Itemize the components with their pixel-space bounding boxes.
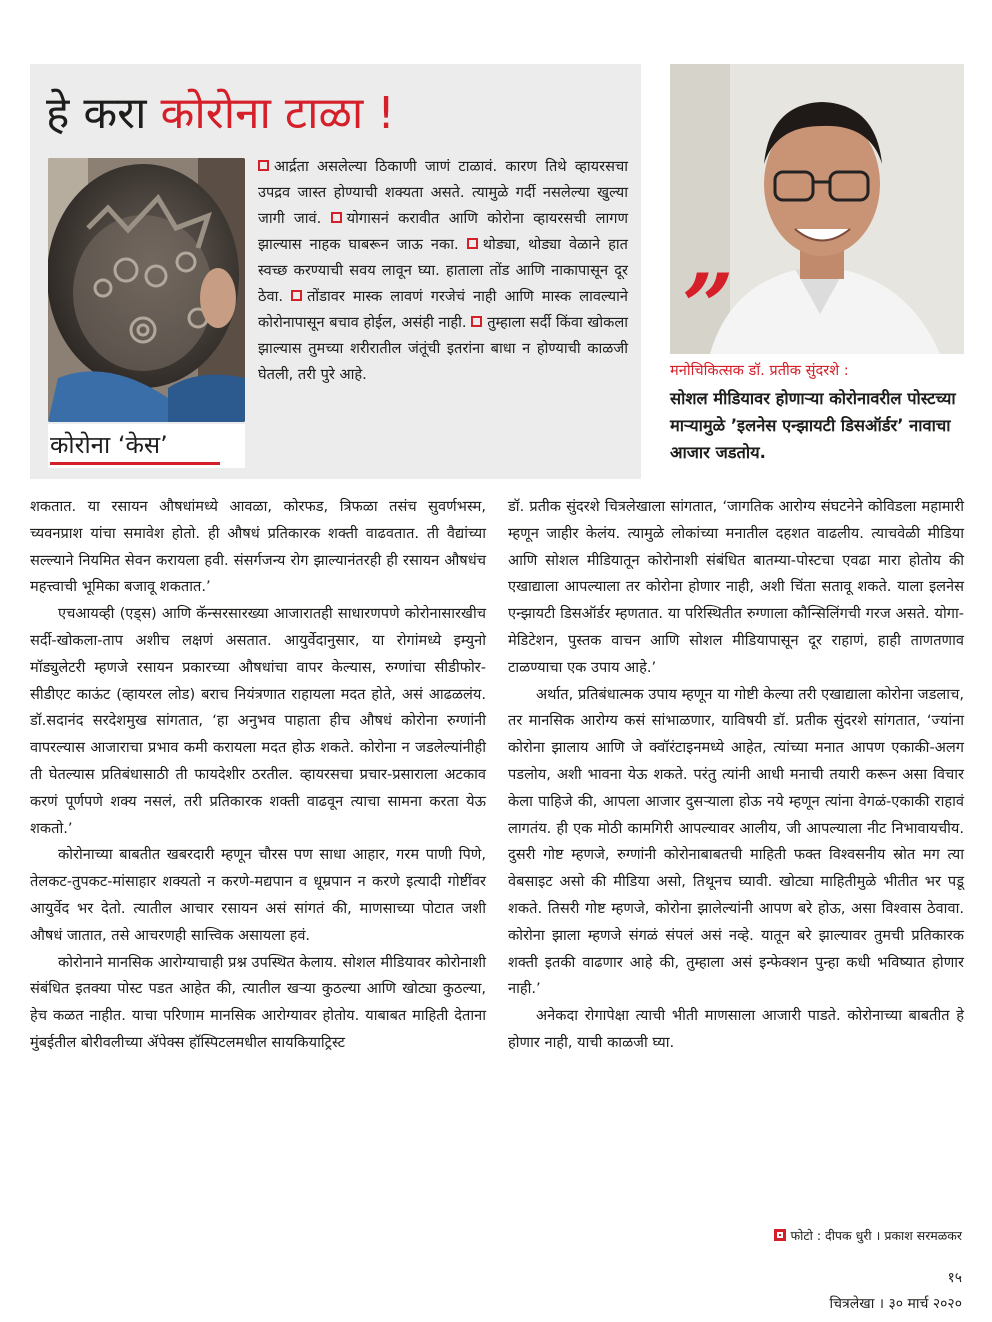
quote-mark-icon: ” (682, 254, 726, 360)
bullet-square-icon (467, 238, 478, 249)
paragraph: अर्थात, प्रतिबंधात्मक उपाय म्हणून या गोष्टी केल्या तरी एखाद्याला कोरोना जडलाच, तर मानसिक आरोग्य कसं सांभाळणार, याविषयी डॉ. प्रतीक सुंदरशे सांगतात, ‘ज्यांना कोरोना झालाय आणि जे क्वॉरंटाइनमध्ये आहेत, त्यांच्या मनात आपण एकाकी-अलग पडलोय, अशी भावना येऊ शकते. परंतु त्यांनी आधी मनाची तयारी करून असा विचार केला पाहिजे की, आपला आजार दुसऱ्याला होऊ नये म्हणून त्यांना वेगळं-एकाकी राहावं लागतंय. ही एक मोठी कामगिरी आपल्यावर आलीय, जी आपल्याला नीट निभावायचीय. दुसरी गोष्ट म्हणजे, रुग्णांनी कोरोनाबाबतची माहिती फक्त विश्वसनीय स्रोत मग त्या वेबसाइट असो की मीडिया असो, तिथूनच घ्यावी. खोट्या माहितीमुळे भीतीत भर पडू शकते. तिसरी गोष्ट म्हणजे, कोरोना झालेल्यांनी आपण बरे होऊ, असा विश्वास ठेवावा. कोरोना झाला म्हणजे संगळं संपलं असं नव्हे. यातून बरे झाल्यावर तुमची प्रतिकारक शक्ती इतकी वाढणार आहे की, तुम्हाला असं इन्फेक्शन पुन्हा कधी भविष्यात होणार नाही.’ (508, 685, 964, 998)
bullet-square-icon (258, 160, 269, 171)
magazine-footer: चित्रलेखा । ३० मार्च २०२० (829, 1296, 962, 1312)
article-left-column (30, 494, 486, 1057)
photo-caption-text: कोरोना ‘केस’ (50, 431, 168, 459)
paragraph: कोरोनाच्या बाबतीत खबरदारी म्हणून चौरस पण साधा आहार, गरम पाणी पिणे, तेलकट-तुपकट-मांसाहार शक्यतो न करणे-मद्यपान व धूम्रपान न करणे इत्यादी गोष्टींवर आयुर्वेद भर देतो. त्यातील आचार रसायन असं सांगतं की, माणसाच्या पोटात जशी औषधं जातात, तसे आचरणही सात्त्विक असायला हवं. (30, 846, 486, 944)
tip-item: आर्द्रता असलेल्या ठिकाणी जाणं टाळावं. कारण तिथे व्हायरसचा उपद्रव जास्त होण्याची शक्यता असते. त्यामुळे गर्दी नसलेल्या खुल्या जागी जावं. (258, 158, 628, 227)
bullet-square-icon (471, 316, 482, 327)
paragraph: शकतात. या रसायन औषधांमध्ये आवळा, कोरफड, त्रिफळा तसंच सुवर्णभस्म, च्यवनप्राश यांचा समावेश होतो. ही औषधं प्रतिकारक शक्ती वाढवतात. ती वैद्यांच्या सल्ल्याने नियमित सेवन करायला हवी. संसर्गजन्य रोग झाल्यानंतरही ही रसायन औषधंच महत्त्वाची भूमिका बजावू शकतात.’ (30, 498, 486, 596)
tips-text (258, 154, 628, 388)
page-number: १५ (947, 1270, 962, 1286)
headline-red: कोरोना टाळा ! (160, 88, 395, 139)
tip-item: थोड्या, थोड्या वेळाने हात स्वच्छ करण्याची सवय लावून घ्या. हाताला तोंड आणि नाकापासून दूर ठेवा. (258, 236, 628, 305)
credit-square-icon (774, 1229, 786, 1241)
bullet-square-icon (291, 290, 302, 301)
photo-caption (48, 424, 245, 468)
paragraph: एचआयव्ही (एड्स) आणि कॅन्सरसारख्या आजारातही साधारणपणे कोरोनासारखीच सर्दी-खोकला-ताप अशीच लक्षणं असतात. आयुर्वेदानुसार, या रोगांमध्ये इम्युनो मॉड्युलेटरी म्हणजे रसायन प्रकारच्या औषधांचा वापर केल्यास, रुग्णांचा सीडीफोर-सीडीएट काऊंट (व्हायरल लोड) बराच नियंत्रणात राहायला मदत होते, असं आढळलंय. डॉ.सदानंद सरदेशमुख सांगतात, ‘हा अनुभव पाहाता हीच औषधं कोरोना रुग्णांनी वापरल्यास आजाराचा प्रभाव कमी करायला मदत होऊ शकते. कोरोना न जडलेल्यांनीही ती घेतल्यास प्रतिबंधासाठी ती फायदेशीर ठरतील. व्हायरसचा प्रचार-प्रसाराला अटकाव करणं पूर्णपणे शक्य नसलं, तरी प्रतिकारक शक्ती वाढवून त्याचा सामना करता येऊ शकतो.’ (30, 605, 486, 837)
tip-item: तोंडावर मास्क लावणं गरजेचं नाही आणि मास्क लावल्याने कोरोनापासून बचाव होईल, असंही नाही. (258, 288, 628, 331)
haircut-photo (48, 158, 245, 422)
tip-item: योगासनं करावीत आणि कोरोना व्हायरसची लागण झाल्यास नाहक घाबरून जाऊ नका. (258, 210, 629, 253)
photo-credit-text: फोटो : दीपक धुरी । प्रकाश सरमळकर (790, 1228, 962, 1243)
paragraph: डॉ. प्रतीक सुंदरशे चित्रलेखाला सांगतात, ‘जागतिक आरोग्य संघटनेने कोविडला महामारी म्हणून जाहीर केलंय. त्यामुळे लोकांच्या मनातील दहशत वाढलीय. त्याचवेळी मीडिया आणि सोशल मीडियातून कोरोनाशी संबंधित बातम्या-पोस्टचा एवढा मारा होतोय की एखाद्याला आपल्याला तर कोरोना होणार नाही, अशी चिंता सतावू शकते. याला इलनेस एन्झायटी डिसऑर्डर म्हणतात. या परिस्थितीत रुग्णाला कौन्सिलिंगची गरज असते. योगा-मेडिटेशन, पुस्तक वाचन आणि सोशल मीडियापासून दूर राहाणं, हाही ताणतणाव टाळण्याचा एक उपाय आहे.’ (508, 498, 964, 676)
caption-underline (50, 462, 220, 465)
photo-credit (774, 1226, 962, 1246)
headline (46, 86, 395, 142)
headline-black: हे करा (46, 88, 161, 139)
paragraph: कोरोनाने मानसिक आरोग्याचाही प्रश्न उपस्थित केलाय. सोशल मीडियावर कोरोनाशी संबंधित इतक्या पोस्ट पडत आहेत की, त्यातील खऱ्या कुठल्या आणि खोट्या कुठल्या, हेच कळत नाहीत. याचा परिणाम मानसिक आरोग्यावर होतोय. याबाबत माहिती देताना मुंबईतील बोरीवलीच्या ॲपेक्स हॉस्पिटलमधील सायकियाट्रिस्ट (30, 953, 486, 1051)
tip-item: तुम्हाला सर्दी किंवा खोकला झाल्यास तुमच्या शरीरातील जंतूंची इतरांना बाधा न होण्याची काळजी घेतली, तरी पुरे आहे. (258, 314, 628, 383)
article-right-column (508, 494, 964, 1057)
bullet-square-icon (331, 212, 342, 223)
doctor-title: मनोचिकित्सक डॉ. प्रतीक सुंदरशे : (670, 362, 849, 379)
doctor-quote: सोशल मीडियावर होणाऱ्या कोरोनावरील पोस्टच्या माऱ्यामुळे ’इलनेस एन्झायटी डिसऑर्डर’ नावाचा आजार जडतोय. (670, 389, 956, 462)
paragraph: अनेकदा रोगापेक्षा त्याची भीती माणसाला आजारी पाडते. कोरोनाच्या बाबतीत हे होणार नाही, याची काळजी घ्या. (508, 1007, 964, 1051)
